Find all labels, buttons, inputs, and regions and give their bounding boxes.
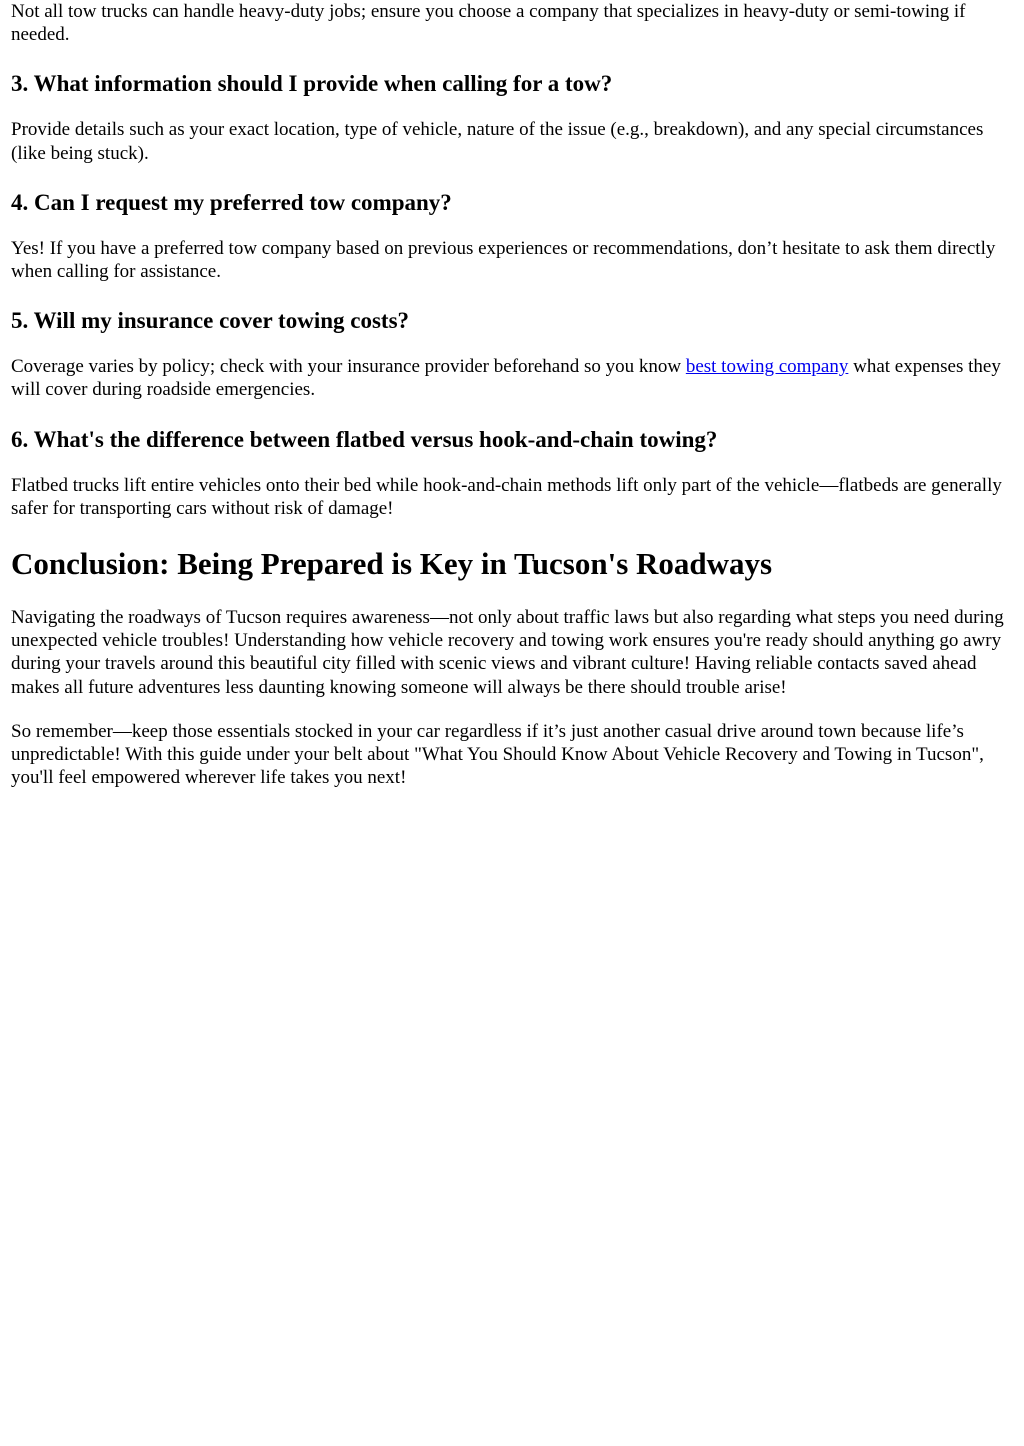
faq-question-6: 6. What's the difference between flatbed versus hook-and-chain towing? <box>11 426 718 452</box>
faq-answer-5 <box>11 355 1015 401</box>
faq-question-5: 5. Will my insurance cover towing costs? <box>11 308 410 334</box>
faq-answer-5-text-after: what expenses they will cover during roadside emergencies. <box>11 356 1001 401</box>
faq-question-3: 3. What information should I provide when calling for a tow? <box>11 71 613 97</box>
conclusion-paragraph-2: So remember—keep those essentials stocked in your car regardless if it’s just another casual drive around town because life’s unpredictable! With this guide under your belt about "What You Should Know About Vehicle Recovery and Towing in Tucson", you'll feel empowered wherever life takes you next! <box>11 720 984 789</box>
faq-question-4: 4. Can I request my preferred tow company? <box>11 189 452 215</box>
faq-answer-5-text-before: Coverage varies by policy; check with your insurance provider beforehand so you know <box>11 356 686 378</box>
intro-paragraph: Not all tow trucks can handle heavy-duty jobs; ensure you choose a company that specializes in heavy-duty or semi-towing if needed. <box>11 1 966 46</box>
conclusion-paragraph-1: Navigating the roadways of Tucson requires awareness—not only about traffic laws but also regarding what steps you need during unexpected vehicle troubles! Understanding how vehicle recovery and towing work ensures you're ready should anything go awry during your travels around this beautiful city filled with scenic views and vibrant culture! Having reliable contacts saved ahead makes all future adventures less daunting knowing someone will always be there should trouble arise! <box>11 607 1004 698</box>
faq-answer-3: Provide details such as your exact location, type of vehicle, nature of the issue (e.g., breakdown), and any special circumstances (like being stuck). <box>11 119 984 164</box>
conclusion-heading: Conclusion: Being Prepared is Key in Tucson's Roadways <box>11 546 773 582</box>
best-towing-company-link[interactable]: best towing company <box>685 356 849 378</box>
article-body <box>11 0 1015 789</box>
faq-answer-4: Yes! If you have a preferred tow company based on previous experiences or recommendations, don’t hesitate to ask them directly when calling for assistance. <box>11 237 996 283</box>
faq-answer-6: Flatbed trucks lift entire vehicles onto their bed while hook-and-chain methods lift only part of the vehicle—flatbeds are generally safer for transporting cars without risk of damage! <box>11 474 1002 519</box>
